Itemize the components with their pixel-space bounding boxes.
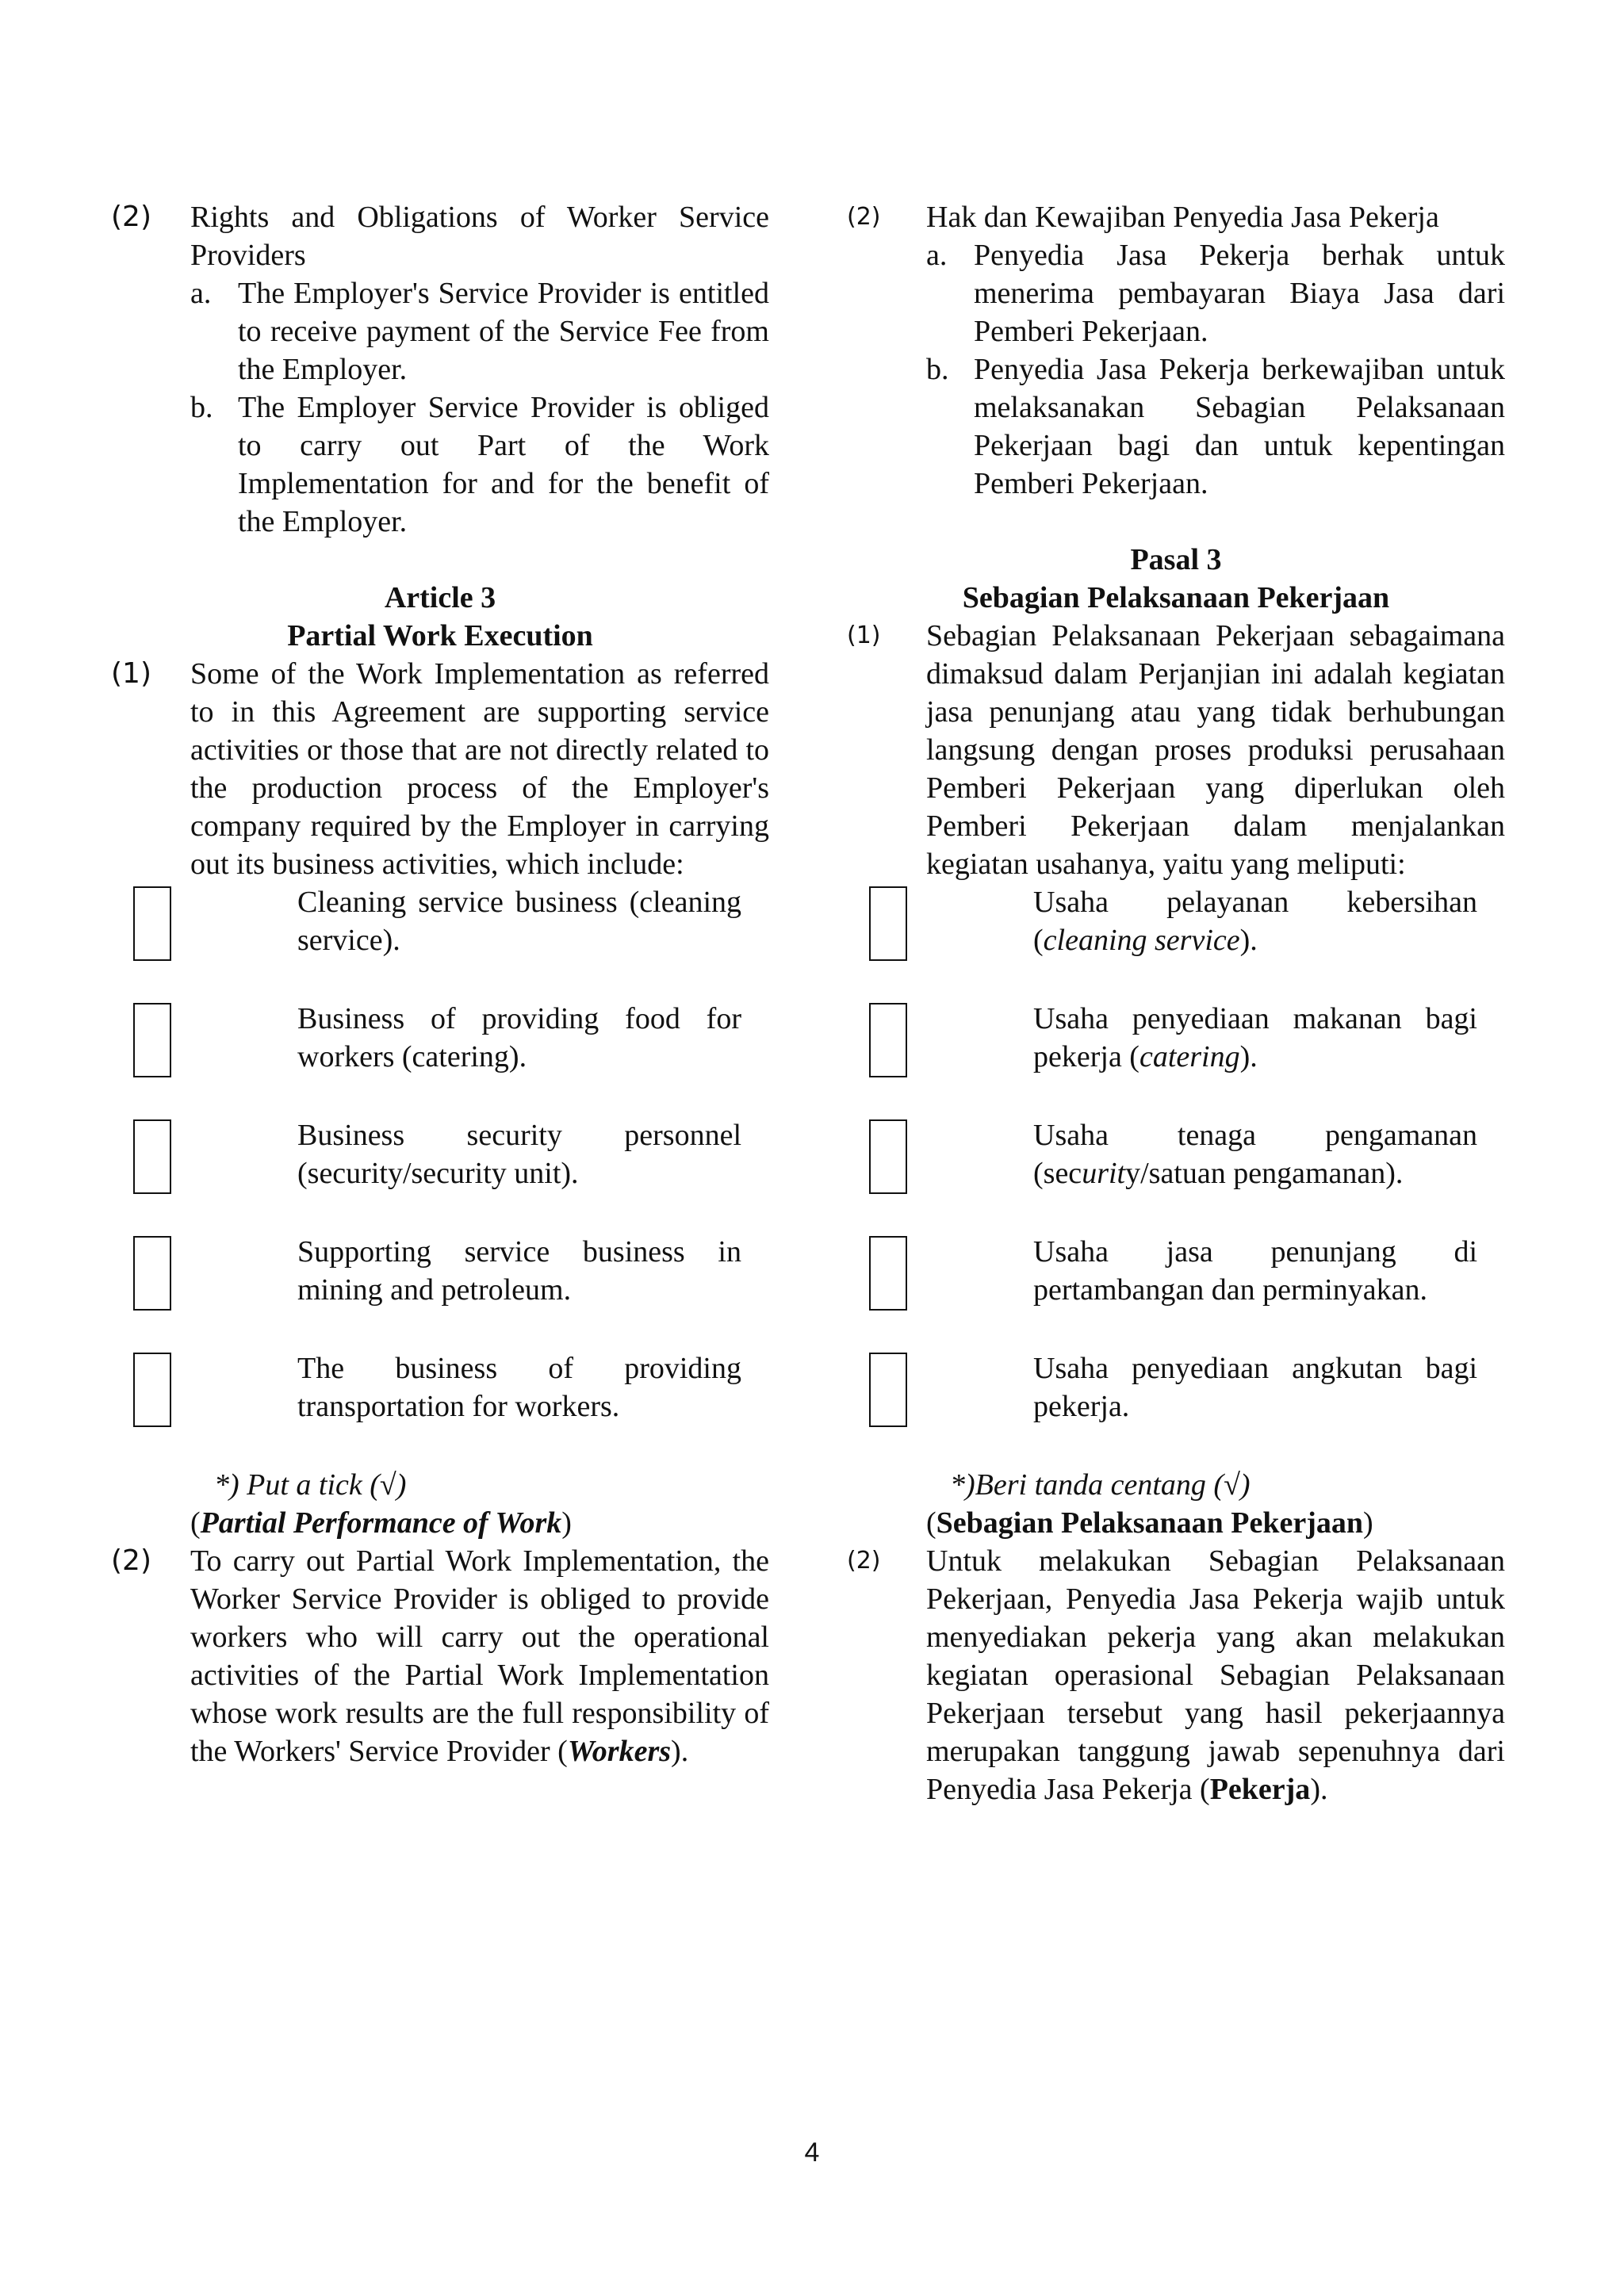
checkbox-row — [847, 1233, 1505, 1349]
section-2-rights — [847, 198, 1505, 503]
page-number: 4 — [804, 2137, 820, 2168]
checkbox[interactable] — [869, 1236, 907, 1311]
english-column — [111, 198, 769, 1770]
checkbox[interactable] — [869, 886, 907, 961]
checkbox-label: Usaha pelayanan kebersihan (cleaning service). — [1033, 886, 1477, 957]
checkbox[interactable] — [133, 1119, 171, 1194]
section-1-scope — [111, 655, 769, 883]
section-2-workers — [847, 1542, 1505, 1808]
paragraph-number: (1) — [111, 657, 151, 690]
checkbox-row — [111, 1233, 769, 1349]
paragraph-number: (2) — [847, 203, 881, 231]
article-subtitle: Partial Work Execution — [287, 619, 593, 652]
checkbox-label: Business of providing food for workers (catering). — [297, 1002, 741, 1073]
section-title: Rights and Obligations of Worker Service Providers — [190, 201, 769, 272]
list-item — [190, 388, 769, 541]
paragraph-body: To carry out Partial Work Implementation, the Worker Service Provider is obliged to provide workers who will carry out the operational activities of the Partial Work Implementation whose work results are the full responsibility of the Workers' Service Provider ( — [190, 1544, 769, 1768]
paragraph-number: (2) — [111, 1544, 151, 1577]
checkbox[interactable] — [133, 886, 171, 961]
checkbox-label: Supporting service business in mining and petroleum. — [297, 1235, 741, 1307]
checkbox-label: Business security personnel (security/security unit). — [297, 1119, 741, 1190]
defined-term: Pekerja — [1209, 1773, 1311, 1806]
paragraph-text: Some of the Work Implementation as referred to in this Agreement are supporting service activities or those that are not directly related to the production process of the Employer's company required by the Employer in carrying out its business activities, which include: — [190, 657, 769, 881]
checkbox[interactable] — [869, 1119, 907, 1194]
section-2-rights — [111, 198, 769, 541]
section-2-workers — [111, 1542, 769, 1770]
checkbox-row — [111, 883, 769, 1000]
article-title: Pasal 3 — [1130, 543, 1222, 576]
section-1-scope — [847, 617, 1505, 883]
checkbox-list — [111, 883, 769, 1466]
checkbox-row — [847, 883, 1505, 1000]
item-label: b. — [190, 391, 213, 424]
paragraph-text — [926, 1542, 1505, 1808]
item-text: The Employer Service Provider is obliged to carry out Part of the Work Implementation for and for the benefit of the Employer. — [238, 391, 769, 538]
checkbox-row — [847, 1116, 1505, 1233]
paren-close: ) — [561, 1506, 572, 1540]
checkbox-label: The business of providing transportation for workers. — [297, 1352, 741, 1423]
article-subtitle: Sebagian Pelaksanaan Pekerjaan — [962, 581, 1390, 614]
checkbox-row — [111, 1116, 769, 1233]
defined-term-line — [847, 1504, 1505, 1542]
item-text: Penyedia Jasa Pekerja berhak untuk menerima pembayaran Biaya Jasa dari Pemberi Pekerjaan. — [974, 239, 1505, 348]
tick-note: *) Put a tick (√) — [214, 1468, 407, 1502]
list-item — [190, 274, 769, 388]
section-title: Hak dan Kewajiban Penyedia Jasa Pekerja — [926, 201, 1439, 234]
paragraph-end: ). — [671, 1735, 689, 1768]
checkbox-label: Usaha tenaga pengamanan (security/satuan pengamanan). — [1033, 1119, 1477, 1190]
checkbox-label: Usaha jasa penunjang di pertambangan dan perminyakan. — [1033, 1235, 1477, 1307]
item-label: a. — [926, 239, 948, 272]
paragraph-number: (2) — [111, 201, 151, 233]
checkbox-label: Usaha penyediaan makanan bagi pekerja (catering). — [1033, 1002, 1477, 1073]
paragraph-text: Sebagian Pelaksanaan Pekerjaan sebagaimana dimaksud dalam Perjanjian ini adalah kegiatan jasa penunjang atau yang tidak berhubungan langsung dengan proses produksi perusahaan Pemberi Pekerjaan yang diperlukan oleh Pemberi Pekerjaan dalam menjalankan kegiatan usahanya, yaitu yang meliputi: — [926, 619, 1505, 881]
list-item — [926, 350, 1505, 503]
checkbox[interactable] — [869, 1353, 907, 1427]
article-title: Article 3 — [384, 581, 496, 614]
tick-note: *)Beri tanda centang (√) — [950, 1468, 1251, 1502]
paren-close: ) — [1363, 1506, 1373, 1540]
checkbox[interactable] — [133, 1236, 171, 1311]
checkbox-list — [847, 883, 1505, 1466]
checkbox-label: Usaha penyediaan angkutan bagi pekerja. — [1033, 1352, 1477, 1423]
checkbox-row — [111, 1000, 769, 1116]
paragraph-text — [190, 1542, 769, 1770]
checkbox-row — [111, 1349, 769, 1466]
defined-term: Partial Performance of Work — [200, 1506, 562, 1540]
checkbox[interactable] — [133, 1003, 171, 1077]
checkbox-row — [847, 1000, 1505, 1116]
indonesian-column — [847, 198, 1505, 1808]
item-text: The Employer's Service Provider is entitled to receive payment of the Service Fee from the Employer. — [238, 277, 769, 386]
defined-term: Sebagian Pelaksanaan Pekerjaan — [936, 1506, 1364, 1540]
paragraph-end: ). — [1310, 1773, 1328, 1806]
checkbox[interactable] — [869, 1003, 907, 1077]
paren-open: ( — [190, 1506, 201, 1540]
defined-term: Workers — [567, 1735, 672, 1768]
checkbox[interactable] — [133, 1353, 171, 1427]
paragraph-number: (2) — [847, 1547, 881, 1575]
checkbox-label: Cleaning service business (cleaning service). — [297, 886, 741, 957]
list-item — [926, 236, 1505, 350]
paragraph-number: (1) — [847, 622, 881, 649]
item-label: a. — [190, 277, 212, 310]
item-text: Penyedia Jasa Pekerja berkewajiban untuk melaksanakan Sebagian Pelaksanaan Pekerjaan bagi dan untuk kepentingan Pemberi Pekerjaan. — [974, 353, 1505, 500]
paren-open: ( — [926, 1506, 936, 1540]
paragraph-body: Untuk melakukan Sebagian Pelaksanaan Pekerjaan, Penyedia Jasa Pekerja wajib untuk menyediakan pekerja yang akan melakukan kegiatan operasional Sebagian Pelaksanaan Pekerjaan tersebut yang hasil pekerjaannya merupakan tanggung jawab sepenuhnya dari Penyedia Jasa Pekerja ( — [926, 1544, 1505, 1806]
checkbox-row — [847, 1349, 1505, 1466]
defined-term-line — [111, 1504, 769, 1542]
item-label: b. — [926, 353, 949, 386]
